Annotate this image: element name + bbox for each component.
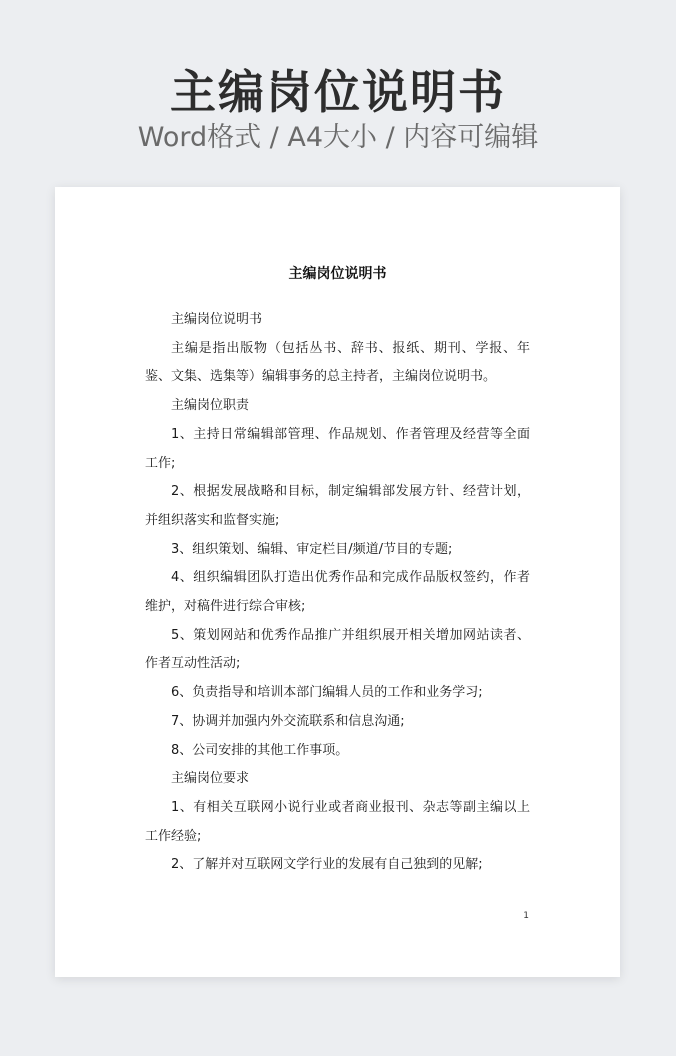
duty-item: 8、公司安排的其他工作事项。 — [171, 742, 349, 758]
duty-item: 6、负责指导和培训本部门编辑人员的工作和业务学习; — [171, 685, 483, 701]
paragraph-intro: 主编是指出版物（包括丛书、辞书、报纸、期刊、学报、年鉴、文集、选集等）编辑事务的总主持者，主编岗位说明书。 — [145, 340, 530, 385]
section-heading-duties: 主编岗位职责 — [171, 398, 250, 414]
duty-item: 5、策划网站和优秀作品推广并组织展开相关增加网站读者、作者互动性活动; — [145, 627, 530, 672]
document-title: 主编岗位说明书 — [288, 266, 387, 282]
banner-title: 主编岗位说明书 — [170, 65, 506, 119]
document-page — [55, 187, 620, 977]
duty-item: 4、组织编辑团队打造出优秀作品和完成作品版权签约，作者维护，对稿件进行综合审核; — [145, 570, 530, 615]
section-heading-requirements: 主编岗位要求 — [171, 771, 250, 787]
requirement-item: 2、了解并对互联网文学行业的发展有自己独到的见解; — [171, 857, 483, 873]
duty-item: 7、协调并加强内外交流联系和信息沟通; — [171, 713, 405, 729]
banner-subtitle: Word格式 / A4大小 / 内容可编辑 — [137, 122, 539, 153]
document-body — [145, 306, 530, 880]
duty-item: 1、主持日常编辑部管理、作品规划、作者管理及经营等全面工作; — [145, 426, 530, 471]
requirement-item: 1、有相关互联网小说行业或者商业报刊、杂志等副主编以上工作经验; — [145, 799, 530, 844]
duty-item: 3、组织策划、编辑、审定栏目/频道/节目的专题; — [171, 541, 453, 557]
paragraph-heading: 主编岗位说明书 — [171, 312, 263, 327]
page-number: 1 — [523, 911, 529, 921]
duty-item: 2、根据发展战略和目标，制定编辑部发展方针、经营计划，并组织落实和监督实施; — [145, 484, 530, 528]
